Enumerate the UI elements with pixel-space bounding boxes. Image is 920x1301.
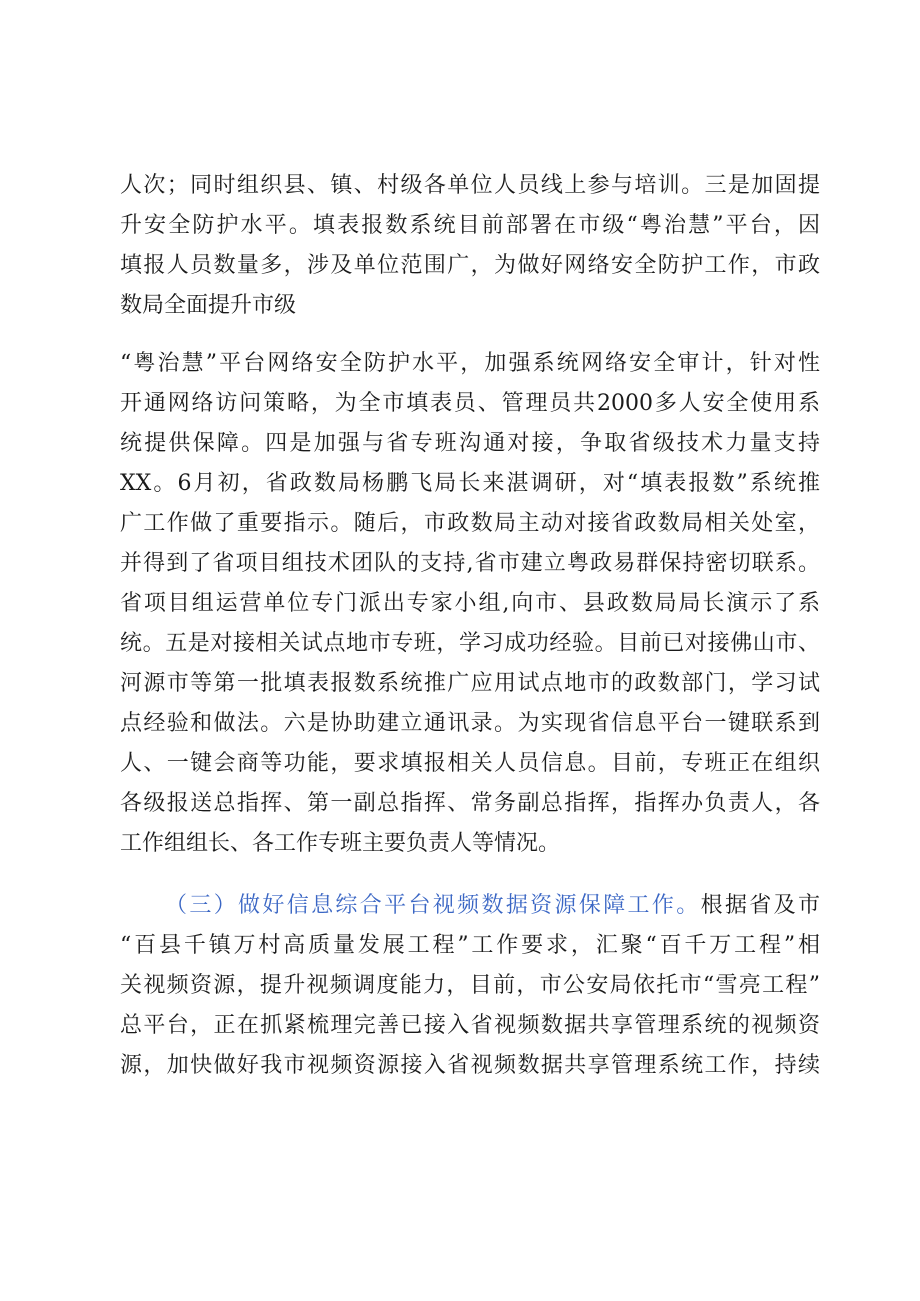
body-line-10: 并得到了省项目组技术团队的支持,省市建立粤政易群保持密切联系。 — [120, 551, 820, 576]
section-3-heading: （三）做好信息综合平台视频数据资源保障工作。 — [165, 893, 701, 918]
body-line-1: 人次；同时组织县、镇、村级各单位人员线上参与培训。三是加固提 — [120, 173, 820, 198]
section-3-first-line — [165, 886, 820, 926]
body-line-8: XX。6月初，省政数局杨鹏飞局长来湛调研，对“填表报数”系统推 — [120, 471, 820, 496]
body-line-11: 省项目组运营单位专门派出专家小组,向市、县政数局局长演示了系 — [120, 591, 820, 616]
section-3-first-line-rest: 根据省及市 — [700, 893, 820, 918]
body-line-5: “粤治慧”平台网络安全防护水平，加强系统网络安全审计，针对性 — [120, 351, 820, 376]
body-line-16: 各级报送总指挥、第一副总指挥、常务副总指挥，指挥办负责人，各 — [120, 791, 820, 816]
body-line-14: 点经验和做法。六是协助建立通讯录。为实现省信息平台一键联系到 — [120, 711, 820, 736]
section-3-line-3: 关视频资源，提升视频调度能力，目前，市公安局依托市“雪亮工程” — [120, 973, 820, 998]
body-line-2: 升安全防护水平。填表报数系统目前部署在市级“粤治慧”平台，因 — [120, 213, 820, 238]
section-3-line-5: 源，加快做好我市视频资源接入省视频数据共享管理系统工作，持续 — [120, 1053, 820, 1078]
body-line-9: 广工作做了重要指示。随后，市政数局主动对接省政数局相关处室， — [120, 511, 820, 536]
body-line-12: 统。五是对接相关试点地市专班，学习成功经验。目前已对接佛山市、 — [120, 631, 820, 656]
section-3-line-4: 总平台，正在抓紧梳理完善已接入省视频数据共享管理系统的视频资 — [120, 1013, 820, 1038]
body-line-6: 开通网络访问策略，为全市填表员、管理员共2000多人安全使用系 — [120, 391, 820, 416]
body-line-7: 统提供保障。四是加强与省专班沟通对接，争取省级技术力量支持 — [120, 431, 820, 456]
section-3-line-2: “百县千镇万村高质量发展工程”工作要求，汇聚“百千万工程”相 — [120, 933, 820, 958]
body-line-4: 数局全面提升市级 — [120, 293, 297, 318]
body-line-3: 填报人员数量多，涉及单位范围广，为做好网络安全防护工作，市政 — [120, 253, 820, 278]
body-line-13: 河源市等第一批填表报数系统推广应用试点地市的政数部门，学习试 — [120, 671, 820, 696]
body-line-15: 人、一键会商等功能，要求填报相关人员信息。目前，专班正在组织 — [120, 751, 820, 776]
body-line-17: 工作组组长、各工作专班主要负责人等情况。 — [120, 831, 561, 856]
